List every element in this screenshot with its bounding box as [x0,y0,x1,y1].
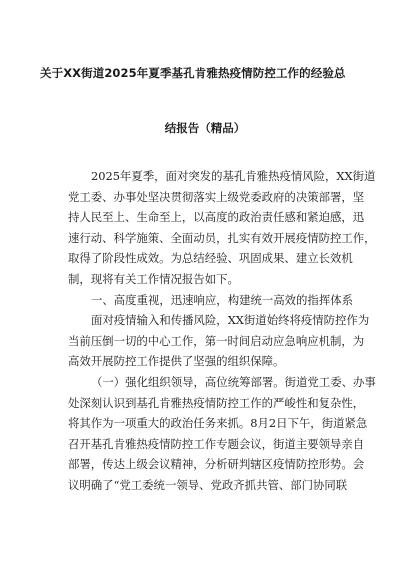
document-title-line2: 结报告（精品） [164,121,246,135]
document-body [68,166,376,496]
paragraph-line: 召开基孔肯雅热疫情防控工作专题会议，街道主要领导亲自 [68,436,365,451]
paragraph-line: 党工委、办事处坚决贯彻落实上级党委政府的决策部署，坚 [68,189,365,204]
paragraph-line: 取得了阶段性成效。为总结经验、巩固成果、建立长效机 [68,251,353,266]
paragraph-line: 速行动、科学施策、全面动员，扎实有效开展疫情防控工作， [68,230,376,245]
paragraph-line: 面对疫情输入和传播风险，XX街道始终将疫情防控作为 [91,313,370,328]
paragraph-line: 2025年夏季，面对突发的基孔肯雅热疫情风险，XX街道 [91,169,376,183]
paragraph-line: （一）强化组织领导，高位统筹部署。街道党工委、办事 [91,374,376,389]
section-heading: 一、高度重视，迅速响应，构建统一高效的指挥体系 [91,292,353,307]
paragraph-line: 将其作为一项重大的政治任务来抓。8月2日下午，街道紧急 [68,416,368,431]
paragraph-line: 制，现将有关工作情况报告如下。 [68,271,239,286]
paragraph-line: 部署，传达上级会议精神，分析研判辖区疫情防控形势。会 [68,457,365,472]
document-title-line1: 关于XX街道2025年夏季基孔肯雅热疫情防控工作的经验总 [40,66,346,80]
paragraph-line: 议明确了“党工委统一领导、党政齐抓共管、部门协同联 [68,477,348,492]
paragraph-line: 高效开展防控工作提供了坚强的组织保障。 [68,354,285,369]
paragraph-line: 处深刻认识到基孔肯雅热疫情防控工作的严峻性和复杂性， [68,395,365,410]
paragraph-line: 当前压倒一切的中心工作，第一时间启动应急响应机制，为 [68,333,365,348]
paragraph-line: 持人民至上、生命至上，以高度的政治责任感和紧迫感，迅 [68,210,365,225]
